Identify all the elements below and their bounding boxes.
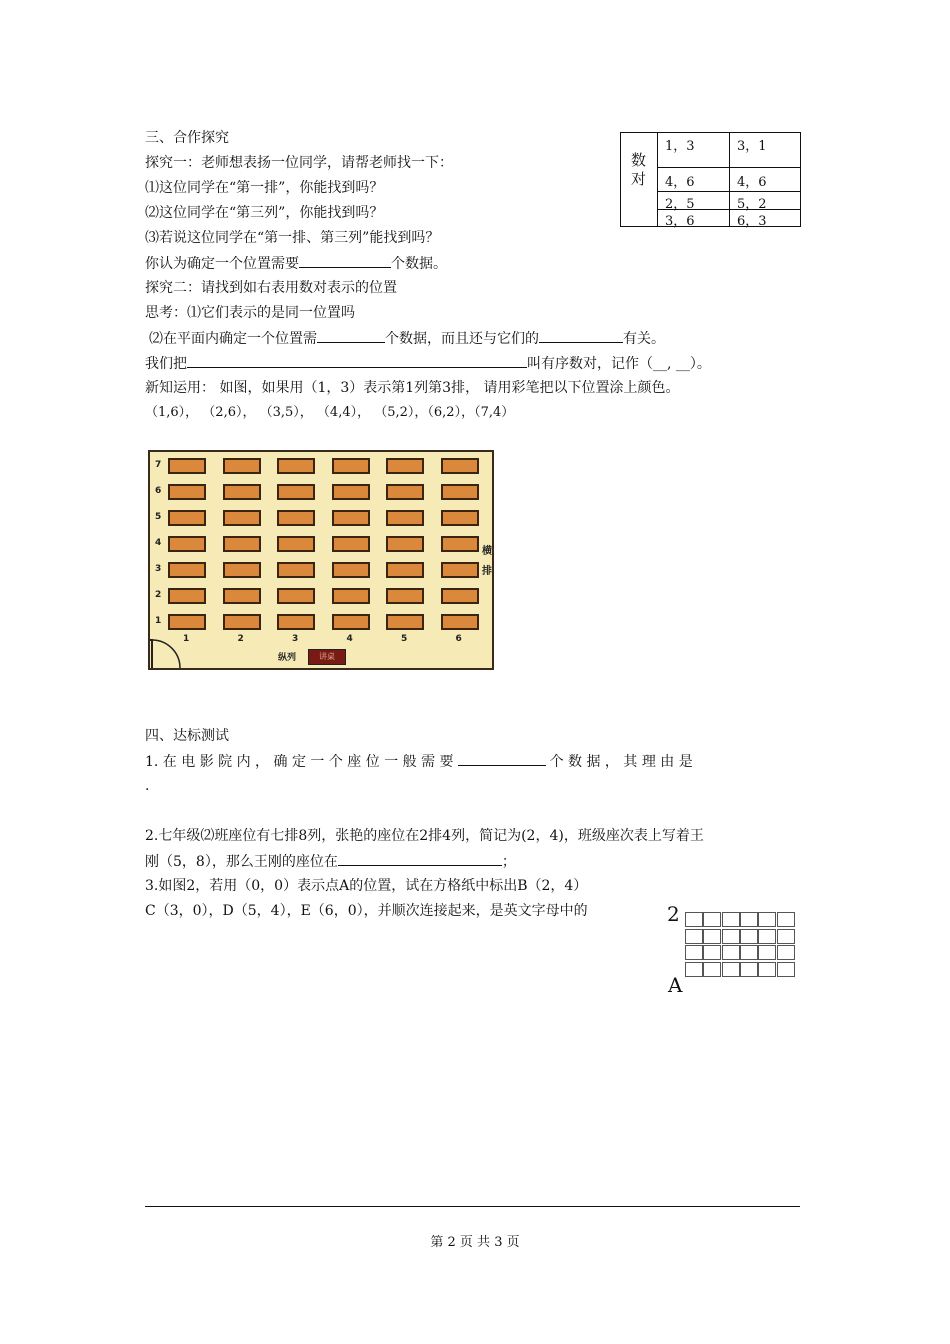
desk[interactable] xyxy=(441,614,479,630)
desk[interactable] xyxy=(441,458,479,474)
desk[interactable] xyxy=(386,588,424,604)
explore1-text: 探究一：老师想表扬一位同学，请帮老师找一下： xyxy=(145,155,453,171)
desk[interactable] xyxy=(277,484,315,500)
desk[interactable] xyxy=(386,510,424,526)
desk[interactable] xyxy=(277,536,315,552)
row-label: 1 xyxy=(155,616,162,626)
pairs-divider xyxy=(729,133,730,226)
pairs-cell: 4，6 xyxy=(665,175,695,190)
point-a-label: A xyxy=(668,973,683,997)
column-label: 6 xyxy=(455,634,462,644)
need-text-b: 个数据。 xyxy=(391,256,447,272)
desk[interactable] xyxy=(332,484,370,500)
grid-cell[interactable] xyxy=(758,945,776,960)
positions-list: （1,6）， （2,6）， （3,5）， （4,4）， （5,2），（6,2），（7,4） xyxy=(145,405,515,420)
row-label: 3 xyxy=(155,564,162,574)
column-label: 4 xyxy=(346,634,353,644)
page-footer: 第 2 页 共 3 页 xyxy=(430,1235,520,1250)
grid-cell[interactable] xyxy=(703,912,721,927)
column-label: 5 xyxy=(401,634,408,644)
pairs-cell: 3，1 xyxy=(737,139,767,154)
column-label: 3 xyxy=(292,634,299,644)
desk[interactable] xyxy=(168,510,206,526)
desk[interactable] xyxy=(441,588,479,604)
pairs-cell: 3，6 xyxy=(665,214,695,229)
row-label: 2 xyxy=(155,590,162,600)
row-label: 4 xyxy=(155,538,162,548)
seat-count-blank[interactable] xyxy=(458,751,546,766)
row-label: 6 xyxy=(155,486,162,496)
grid-cell[interactable] xyxy=(703,929,721,944)
row-axis-label-2: 排 xyxy=(482,566,492,577)
grid-cell[interactable] xyxy=(722,945,740,960)
desk[interactable] xyxy=(168,458,206,474)
section4-heading: 四、达标测试 xyxy=(145,728,229,744)
grid-cell[interactable] xyxy=(740,945,758,960)
desk[interactable] xyxy=(223,458,261,474)
grid-cell[interactable] xyxy=(722,912,740,927)
pairs-cell: 1，3 xyxy=(665,139,695,154)
question-3: ⑶若说这位同学在“第一排、第三列”能找到吗？ xyxy=(145,230,440,246)
t1-end: . xyxy=(145,778,150,794)
grid-cell[interactable] xyxy=(777,945,795,960)
grid-cell[interactable] xyxy=(685,962,703,977)
desk[interactable] xyxy=(223,510,261,526)
row-label: 5 xyxy=(155,512,162,522)
seat-answer-blank[interactable] xyxy=(338,851,502,866)
desk[interactable] xyxy=(441,536,479,552)
think-2-sentence xyxy=(149,328,665,349)
p2-text-a: ⑵在平面内确定一个位置需 xyxy=(149,331,317,347)
think-text: 思考：⑴它们表示的是同一位置吗 xyxy=(145,305,355,321)
pairs-cell: 2，5 xyxy=(665,197,695,212)
t2-text-b: ； xyxy=(501,854,516,870)
question-2: ⑵这位同学在“第三列”，你能找到吗？ xyxy=(145,205,384,221)
test-2-line2 xyxy=(145,851,516,872)
t1-text-b: 个 数 据 ， 其 理 由 是 xyxy=(549,754,693,770)
test-1 xyxy=(145,751,693,772)
grid-cell[interactable] xyxy=(777,962,795,977)
test-3-line2: C（3，0），D（5，4），E（6，0），并顺次连接起来，是英文字母中的 xyxy=(145,903,588,919)
figure2-label: 2 xyxy=(667,902,680,926)
test-3-line1: 3.如图2，若用（0，0）表示点A的位置，试在方格纸中标出B（2，4） xyxy=(145,878,588,894)
desk[interactable] xyxy=(386,562,424,578)
desk[interactable] xyxy=(332,510,370,526)
column-label: 2 xyxy=(237,634,244,644)
grid-cell[interactable] xyxy=(777,929,795,944)
t1-text-a: 1. 在 电 影 院 内 ， 确 定 一 个 座 位 一 般 需 要 xyxy=(145,754,454,770)
order-blank[interactable] xyxy=(539,328,623,343)
desk[interactable] xyxy=(168,562,206,578)
pairs-label-1: 数 xyxy=(631,151,647,169)
desk[interactable] xyxy=(168,614,206,630)
classroom-figure xyxy=(148,450,494,670)
definition-blank[interactable] xyxy=(187,353,527,368)
test-2-line1: 2.七年级⑵班座位有七排8列，张艳的座位在2排4列，简记为(2，4)，班级座次表上写着王 xyxy=(145,828,704,844)
footer-rule xyxy=(145,1206,800,1207)
desk[interactable] xyxy=(332,588,370,604)
explore2-text: 探究二：请找到如右表用数对表示的位置 xyxy=(145,280,397,296)
desk[interactable] xyxy=(277,588,315,604)
need-blank[interactable] xyxy=(299,253,391,268)
count-blank[interactable] xyxy=(317,328,385,343)
desk[interactable] xyxy=(223,562,261,578)
def-text-b: 叫有序数对，记作（__, __）。 xyxy=(527,356,711,372)
grid-cell[interactable] xyxy=(758,929,776,944)
desk[interactable] xyxy=(441,562,479,578)
apply-text: 新知运用： 如图，如果用（1，3）表示第1列第3排， 请用彩笔把以下位置涂上颜色。 xyxy=(145,380,680,396)
desk[interactable] xyxy=(277,458,315,474)
grid-cell[interactable] xyxy=(685,912,703,927)
grid-cell[interactable] xyxy=(722,962,740,977)
desk[interactable] xyxy=(386,484,424,500)
column-label: 1 xyxy=(183,634,190,644)
pairs-label xyxy=(621,133,658,226)
grid-cell[interactable] xyxy=(740,929,758,944)
column-axis-label: 纵列 xyxy=(278,653,297,663)
grid-cell[interactable] xyxy=(758,962,776,977)
desk[interactable] xyxy=(441,484,479,500)
definition-sentence xyxy=(145,353,711,374)
grid-cell[interactable] xyxy=(685,945,703,960)
grid-cell[interactable] xyxy=(777,912,795,927)
desk[interactable] xyxy=(223,484,261,500)
t2-text-a: 刚（5，8），那么王刚的座位在 xyxy=(145,854,338,870)
grid-cell[interactable] xyxy=(685,929,703,944)
desk[interactable] xyxy=(277,614,315,630)
question-1: ⑴这位同学在“第一排”，你能找到吗？ xyxy=(145,180,384,196)
pairs-cell: 5，2 xyxy=(737,197,767,212)
pairs-hline xyxy=(657,167,801,168)
pairs-label-2: 对 xyxy=(631,170,647,188)
desk[interactable] xyxy=(223,588,261,604)
grid-cell[interactable] xyxy=(758,912,776,927)
grid-cell[interactable] xyxy=(703,945,721,960)
p2-text-b: 个数据，而且还与它们的 xyxy=(385,331,539,347)
grid-cell[interactable] xyxy=(740,912,758,927)
need-text-a: 你认为确定一个位置需要 xyxy=(145,256,299,272)
door-icon xyxy=(150,638,184,670)
desk[interactable] xyxy=(332,536,370,552)
desk[interactable] xyxy=(168,484,206,500)
desk[interactable] xyxy=(441,510,479,526)
need-sentence xyxy=(145,253,447,274)
desk[interactable] xyxy=(332,562,370,578)
desk[interactable] xyxy=(386,614,424,630)
row-label: 7 xyxy=(155,460,162,470)
pairs-cell: 6，3 xyxy=(737,214,767,229)
desk[interactable] xyxy=(386,458,424,474)
grid-cell[interactable] xyxy=(703,962,721,977)
pairs-hline xyxy=(657,191,801,192)
pairs-table xyxy=(620,132,801,227)
desk[interactable] xyxy=(386,536,424,552)
pairs-cell: 4，6 xyxy=(737,175,767,190)
desk[interactable] xyxy=(332,458,370,474)
grid-cell[interactable] xyxy=(722,929,740,944)
desk[interactable] xyxy=(223,614,261,630)
desk[interactable] xyxy=(277,562,315,578)
desk[interactable] xyxy=(168,588,206,604)
def-text-a: 我们把 xyxy=(145,356,187,372)
desk[interactable] xyxy=(277,510,315,526)
p2-text-c: 有关。 xyxy=(623,331,665,347)
desk[interactable] xyxy=(332,614,370,630)
row-axis-label-1: 横 xyxy=(482,546,492,557)
desk[interactable] xyxy=(168,536,206,552)
grid-cell[interactable] xyxy=(740,962,758,977)
podium: 讲桌 xyxy=(308,649,346,665)
section3-heading: 三、合作探究 xyxy=(145,130,229,146)
desk[interactable] xyxy=(223,536,261,552)
